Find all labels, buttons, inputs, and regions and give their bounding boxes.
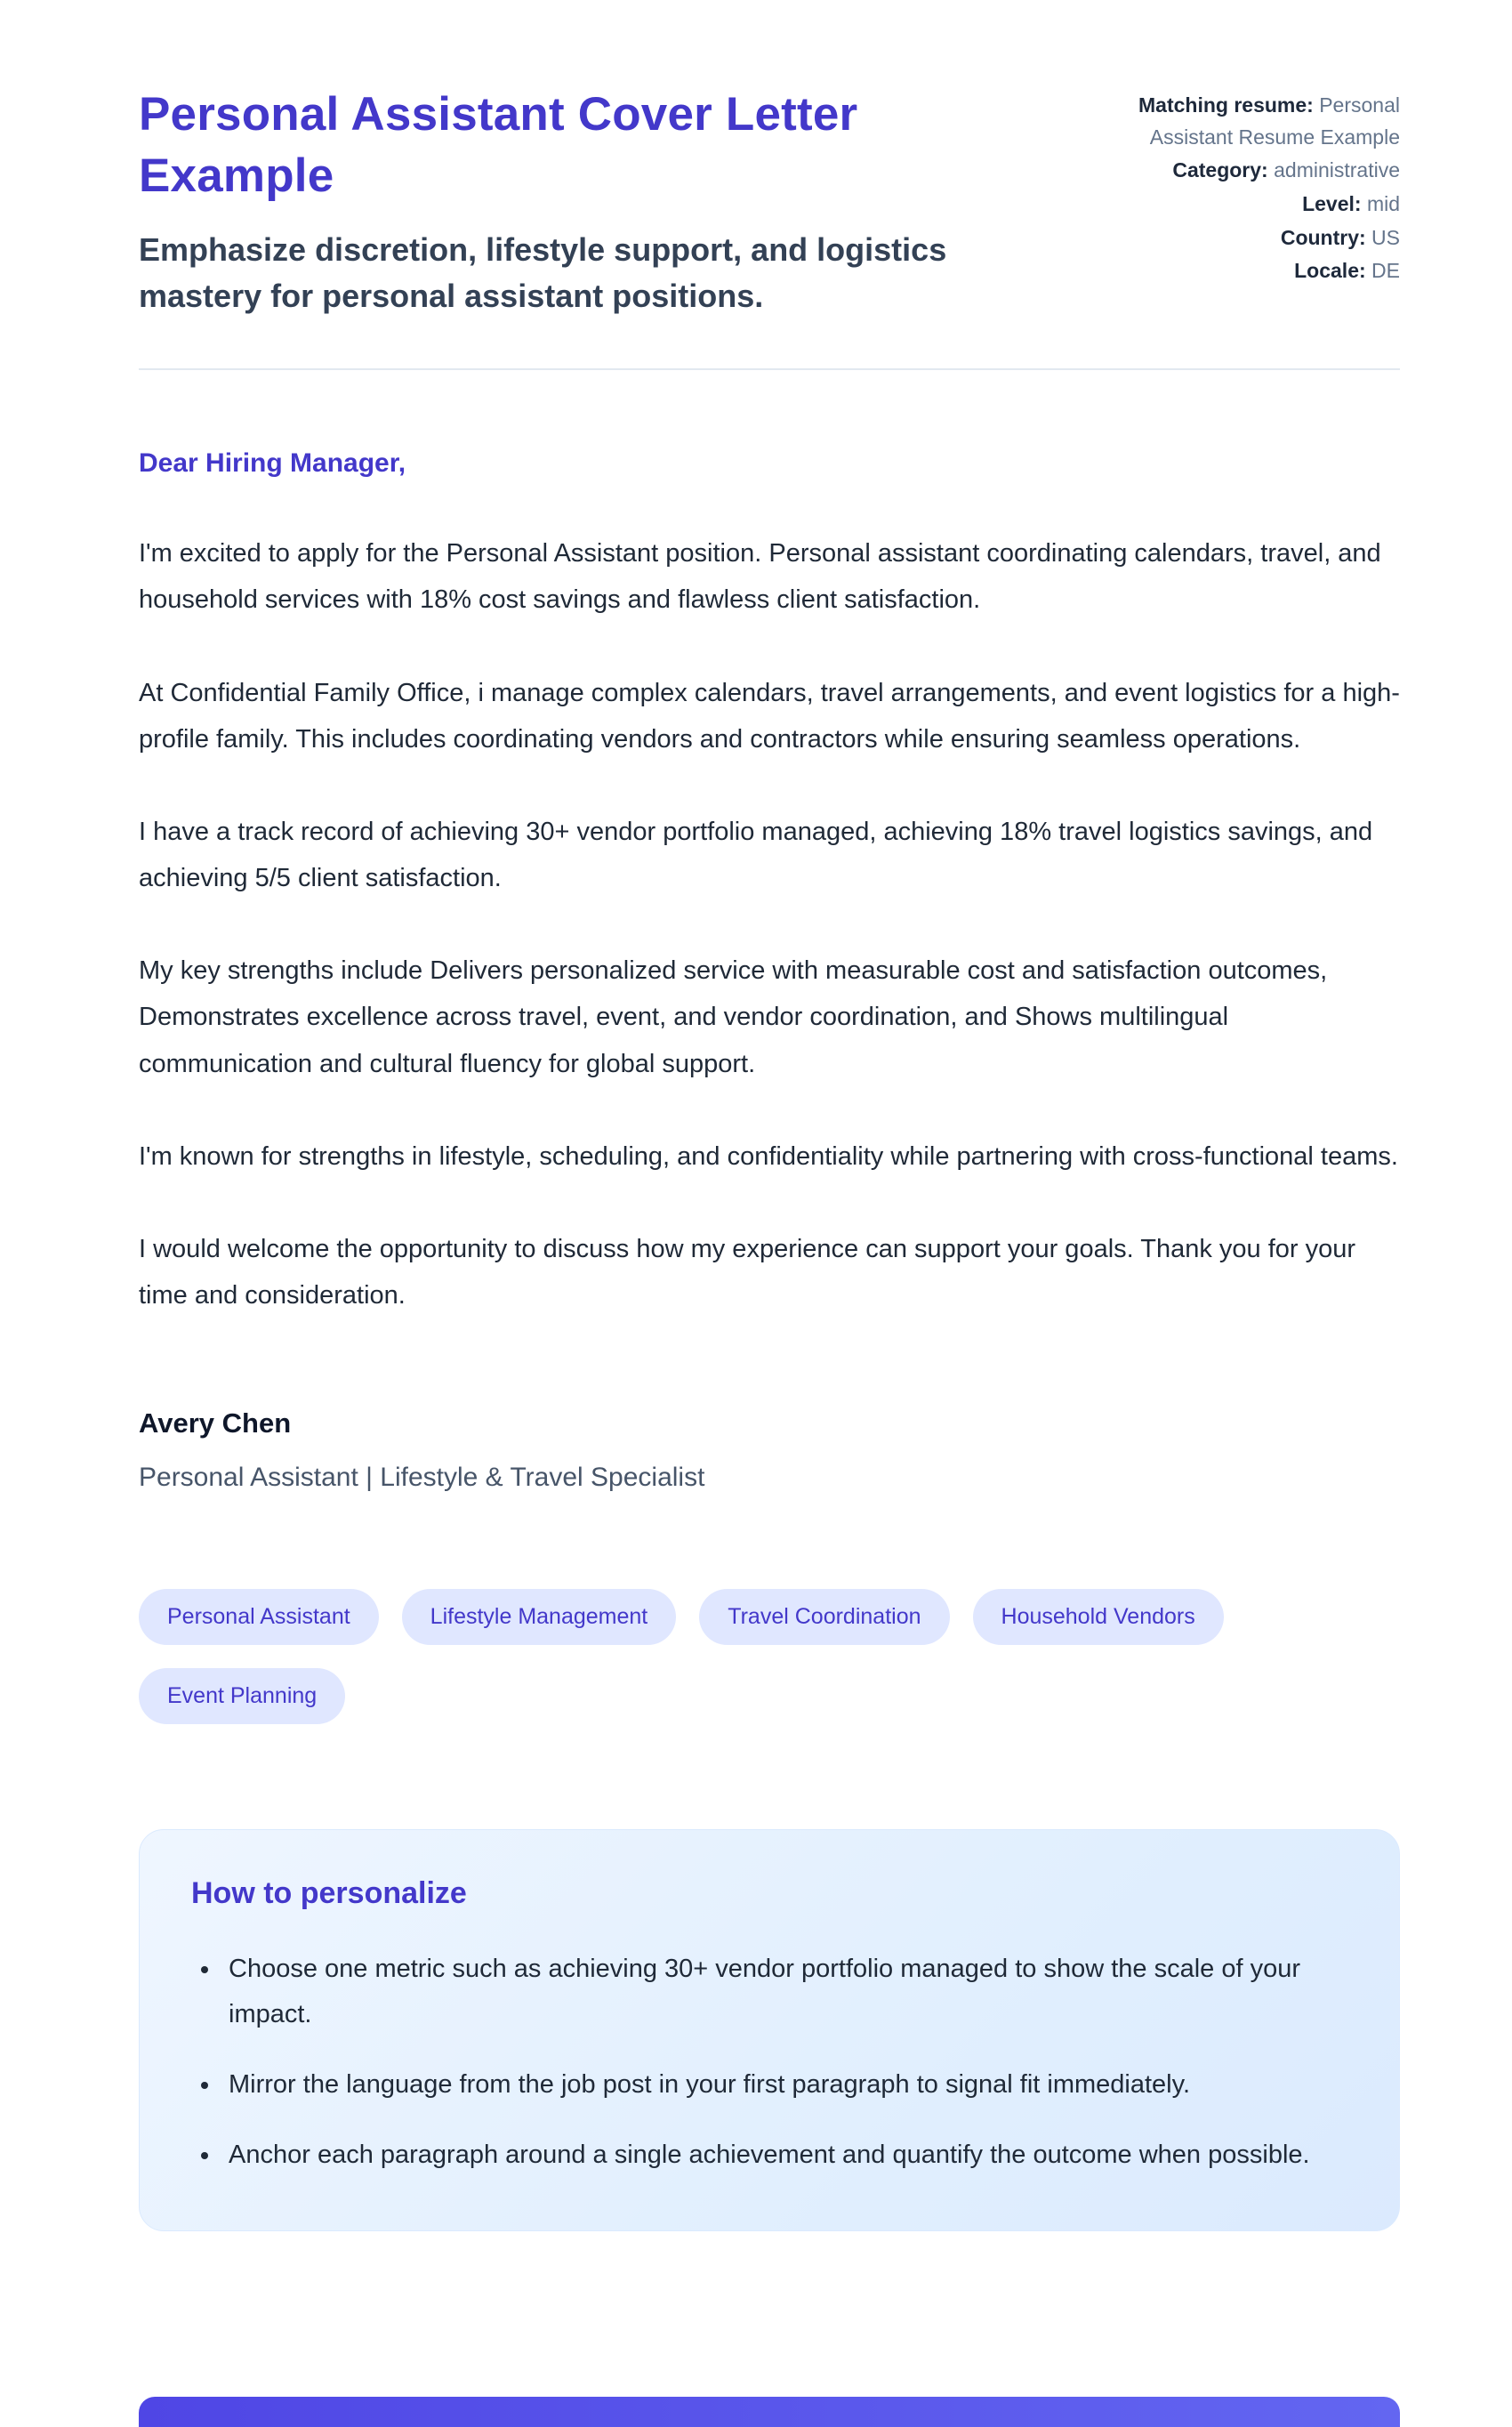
cover-letter (139, 448, 1400, 1493)
meta-label: Country: (1280, 225, 1372, 249)
tip-item: • Choose one metric such as achieving 30+ vendor portfolio managed to show the scale of your impact. (221, 1947, 1347, 2037)
letter-paragraph: My key strengths include Delivers personalized service with measurable cost and satisfaction outcomes, Demonstrates excellence across travel, event, and vendor coordination, and Shows multilingual communication and cultural fluency for global support. (139, 956, 1328, 1078)
signature-block (139, 1407, 1400, 1493)
page-subtitle: Emphasize discretion, lifestyle support, and logistics mastery for personal assistant positions. (139, 230, 947, 314)
header-left (139, 85, 948, 319)
meta-line (1069, 222, 1400, 254)
tag-pill[interactable]: Household Vendors (973, 1589, 1224, 1645)
meta-block (1069, 85, 1400, 289)
personalize-tips-box (139, 1829, 1400, 2231)
letter-paragraph: I would welcome the opportunity to discuss how my experience can support your goals. Thank you for your time and consideration. (139, 1235, 1356, 1310)
tag-pill[interactable]: Travel Coordination (699, 1589, 949, 1645)
footer-accent-bar (139, 2397, 1400, 2427)
meta-value: mid (1366, 191, 1400, 215)
meta-line (1069, 189, 1400, 221)
signature-name: Avery Chen (139, 1407, 292, 1439)
meta-label: Locale: (1294, 259, 1372, 283)
letter-paragraphs (139, 530, 1400, 1318)
header (139, 85, 1400, 319)
header-divider (139, 368, 1400, 370)
meta-label: Matching resume: (1138, 93, 1320, 117)
tips-list (179, 1947, 1347, 2177)
meta-value: administrative (1274, 158, 1400, 182)
keyword-tags (139, 1589, 1233, 1724)
tag-pill[interactable]: Personal Assistant (139, 1589, 379, 1645)
meta-label: Level: (1302, 191, 1367, 215)
meta-value: Personal Assistant Resume Example (1149, 93, 1400, 149)
meta-line (1069, 90, 1400, 153)
letter-paragraph: At Confidential Family Office, i manage complex calendars, travel arrangements, and event logistics for a high-profile family. This includes coordinating vendors and contractors while ensuring seamless operations. (139, 678, 1400, 754)
tip-item: • Mirror the language from the job post in your first paragraph to signal fit immediately. (221, 2062, 1347, 2108)
meta-value: DE (1371, 259, 1400, 283)
meta-line (1069, 255, 1400, 287)
letter-greeting: Dear Hiring Manager, (139, 448, 406, 479)
tag-pill[interactable]: Lifestyle Management (402, 1589, 677, 1645)
tag-pill[interactable]: Event Planning (139, 1668, 345, 1724)
letter-paragraph: I'm excited to apply for the Personal Assistant position. Personal assistant coordinating calendars, travel, and household services with 18% cost savings and flawless client satisfaction. (139, 539, 1381, 615)
page-title: Personal Assistant Cover Letter Example (139, 88, 858, 202)
signature-role: Personal Assistant | Lifestyle & Travel Specialist (139, 1463, 705, 1493)
tips-title: How to personalize (191, 1876, 467, 1911)
meta-value: US (1371, 225, 1400, 249)
meta-label: Category: (1172, 158, 1275, 182)
letter-paragraph: I'm known for strengths in lifestyle, scheduling, and confidentiality while partnering with cross-functional teams. (139, 1141, 1398, 1171)
tip-item: • Anchor each paragraph around a single achievement and quantify the outcome when possible. (221, 2133, 1347, 2178)
letter-paragraph: I have a track record of achieving 30+ vendor portfolio managed, achieving 18% travel logistics savings, and achieving 5/5 client satisfaction. (139, 817, 1373, 893)
meta-line (1069, 155, 1400, 187)
